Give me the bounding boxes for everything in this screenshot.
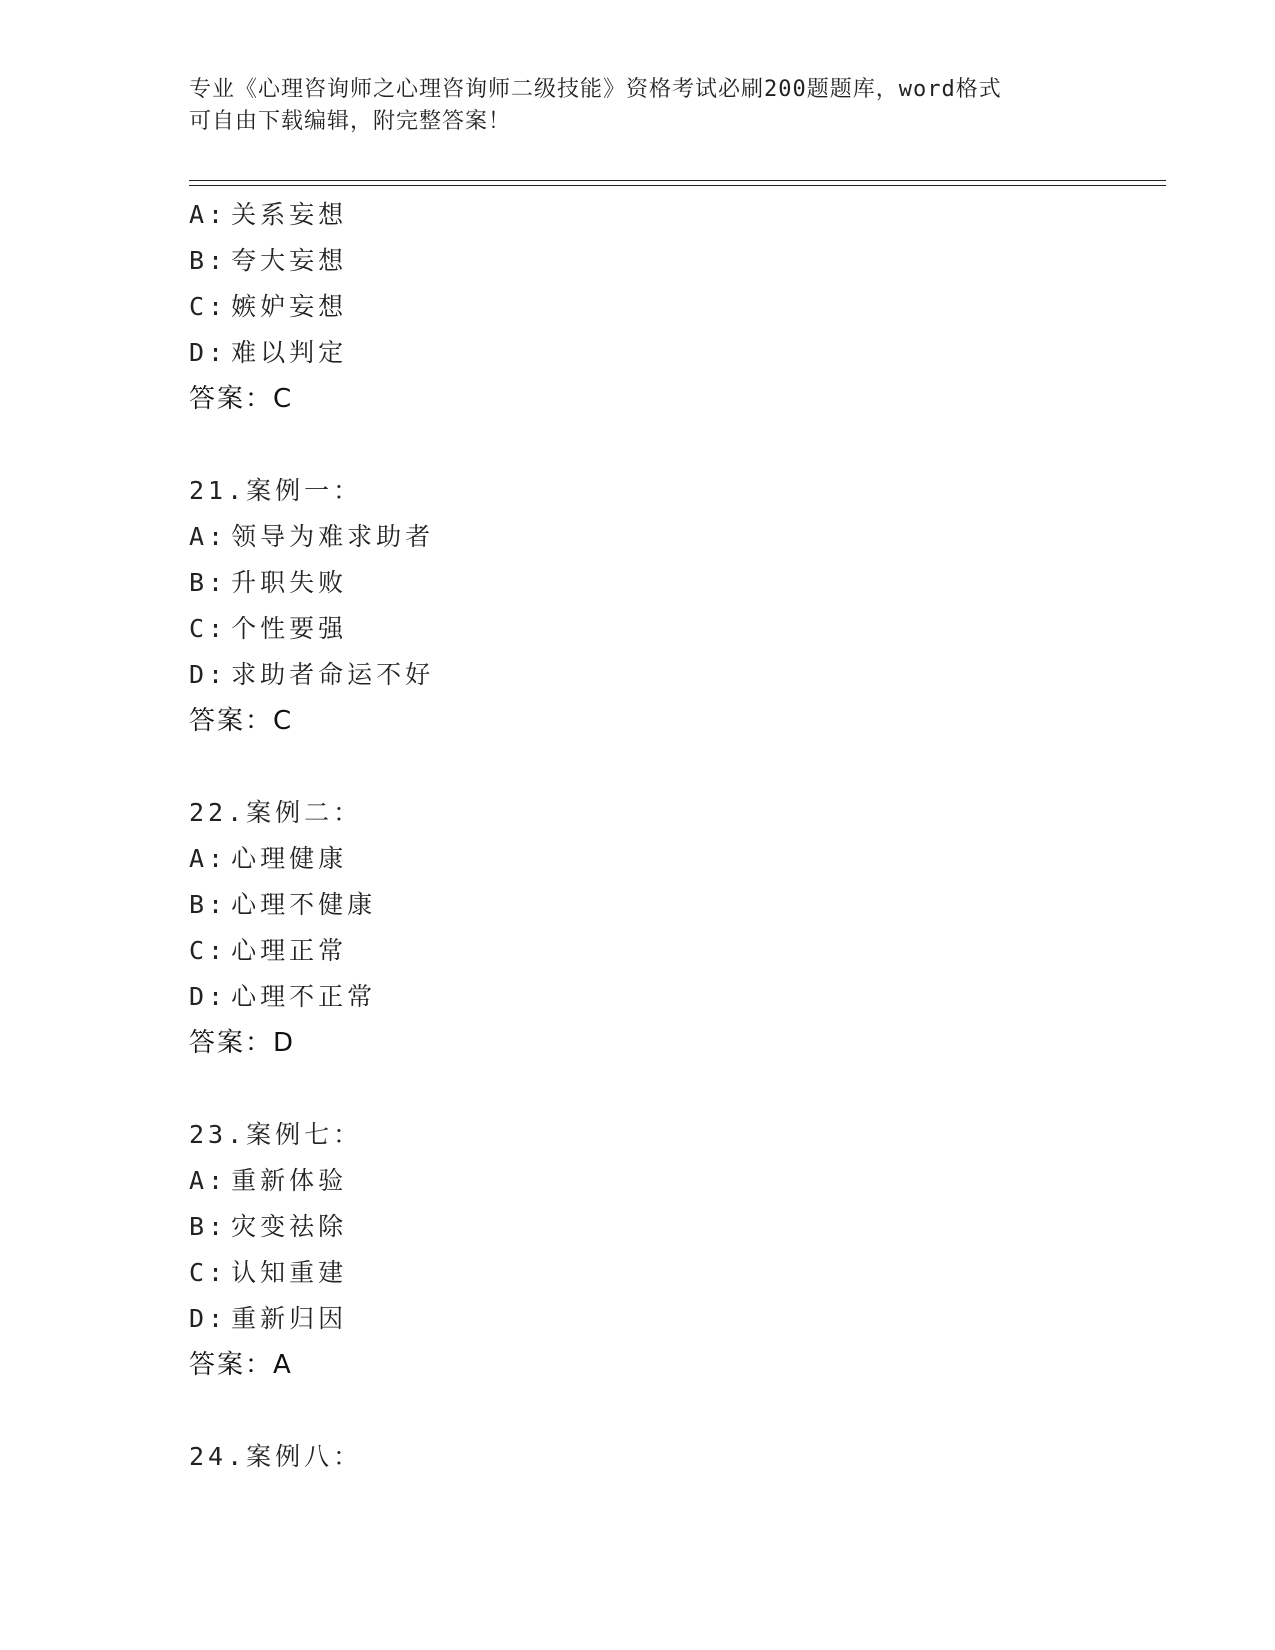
option-text: 嫉妒妄想 <box>231 292 348 321</box>
option-a <box>189 1158 1166 1204</box>
header-rule-bottom <box>189 185 1166 186</box>
option-text: 升职失败 <box>231 568 348 597</box>
option-text: 夸大妄想 <box>231 246 348 275</box>
option-b <box>189 238 1166 284</box>
option-letter: A: <box>189 522 228 551</box>
option-text: 心理不正常 <box>231 982 377 1011</box>
option-letter: C: <box>189 614 228 643</box>
header-rule-top <box>189 180 1166 181</box>
option-text: 心理正常 <box>231 936 348 965</box>
answer-line: 答案：C <box>189 384 294 414</box>
option-text: 心理健康 <box>231 844 348 873</box>
option-letter: D: <box>189 1304 228 1333</box>
option-d <box>189 1296 1166 1342</box>
option-letter: B: <box>189 568 228 597</box>
answer-line: 答案：A <box>189 1350 293 1380</box>
spacer <box>189 1066 1166 1112</box>
option-a <box>189 192 1166 238</box>
question-block-22 <box>189 790 1166 1066</box>
option-text: 难以判定 <box>231 338 348 367</box>
option-b <box>189 1204 1166 1250</box>
option-letter: D: <box>189 660 228 689</box>
option-letter: B: <box>189 246 228 275</box>
option-text: 个性要强 <box>231 614 348 643</box>
spacer <box>189 1388 1166 1434</box>
option-letter: C: <box>189 936 228 965</box>
option-c <box>189 606 1166 652</box>
option-b <box>189 560 1166 606</box>
question-block-21 <box>189 468 1166 744</box>
option-letter: B: <box>189 890 228 919</box>
spacer <box>189 422 1166 468</box>
option-text: 关系妄想 <box>231 200 348 229</box>
option-text: 灾变祛除 <box>231 1212 348 1241</box>
option-letter: D: <box>189 338 228 367</box>
option-text: 重新体验 <box>231 1166 348 1195</box>
question-title: 21.案例一： <box>189 476 363 505</box>
option-b <box>189 882 1166 928</box>
document-header <box>189 74 1089 138</box>
option-d <box>189 652 1166 698</box>
option-c <box>189 928 1166 974</box>
option-letter: A: <box>189 200 228 229</box>
question-block-23 <box>189 1112 1166 1388</box>
header-line-2: 可自由下载编辑，附完整答案！ <box>189 109 512 134</box>
option-d <box>189 974 1166 1020</box>
option-text: 认知重建 <box>231 1258 348 1287</box>
option-a <box>189 514 1166 560</box>
option-letter: C: <box>189 1258 228 1287</box>
option-letter: A: <box>189 844 228 873</box>
answer-line: 答案：C <box>189 706 294 736</box>
option-c <box>189 284 1166 330</box>
option-letter: D: <box>189 982 228 1011</box>
question-title: 22.案例二： <box>189 798 363 827</box>
question-list <box>189 192 1166 1480</box>
spacer <box>189 744 1166 790</box>
question-title: 24.案例八： <box>189 1442 363 1471</box>
option-a <box>189 836 1166 882</box>
option-d <box>189 330 1166 376</box>
option-letter: B: <box>189 1212 228 1241</box>
header-line-1: 专业《心理咨询师之心理咨询师二级技能》资格考试必刷200题题库，word格式 <box>189 77 1002 102</box>
option-letter: C: <box>189 292 228 321</box>
question-block-prev <box>189 192 1166 422</box>
option-letter: A: <box>189 1166 228 1195</box>
option-c <box>189 1250 1166 1296</box>
option-text: 心理不健康 <box>231 890 377 919</box>
question-block-24 <box>189 1434 1166 1480</box>
option-text: 领导为难求助者 <box>231 522 435 551</box>
option-text: 重新归因 <box>231 1304 348 1333</box>
option-text: 求助者命运不好 <box>231 660 435 689</box>
question-title: 23.案例七： <box>189 1120 363 1149</box>
answer-line: 答案：D <box>189 1028 296 1058</box>
